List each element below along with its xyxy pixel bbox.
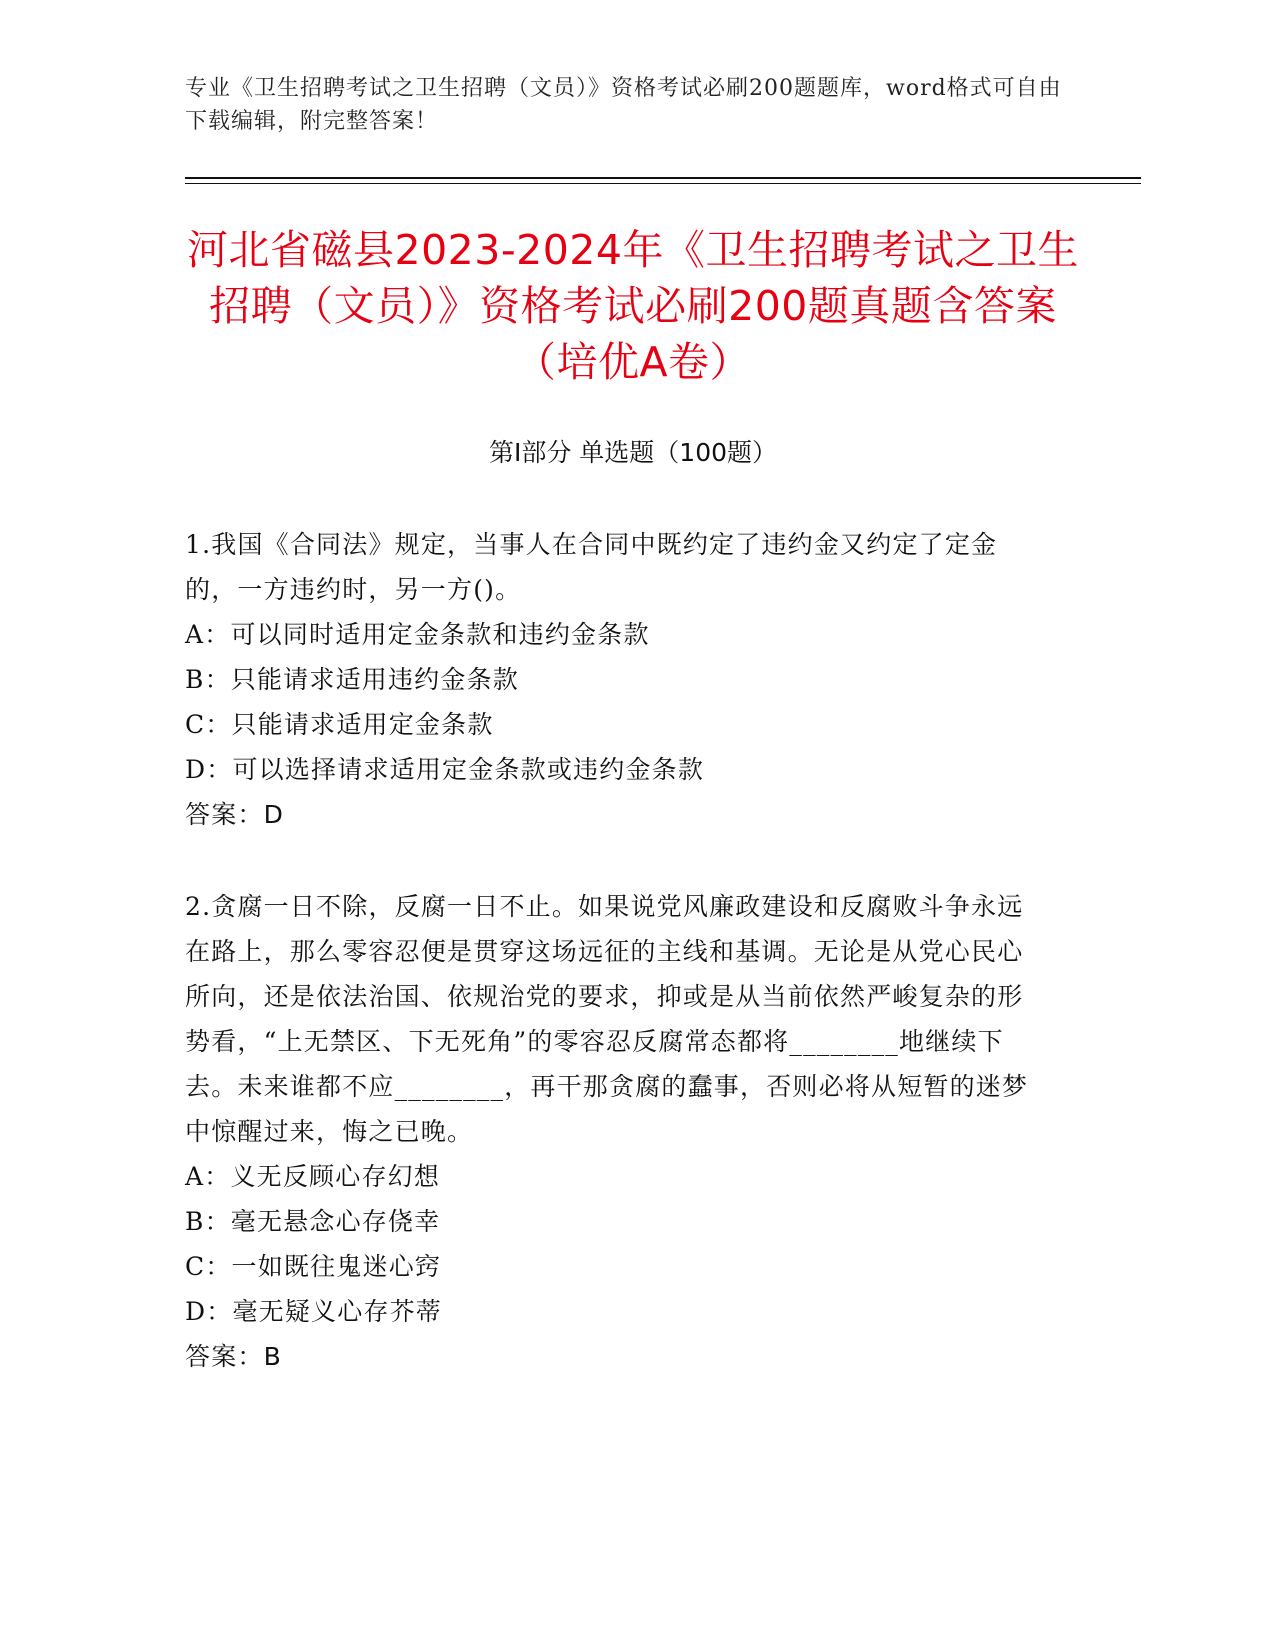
header-rule — [185, 177, 1141, 179]
question-stem: 1.我国《合同法》规定，当事人在合同中既约定了违约金又约定了定金的，一方违约时，另一方()。 — [185, 530, 998, 604]
option-d: D：毫无疑义心存芥蒂 — [185, 1297, 443, 1326]
answer: 答案：D — [185, 800, 285, 829]
header-rule-secondary — [185, 183, 1141, 184]
option-a: A：可以同时适用定金条款和违约金条款 — [185, 620, 650, 649]
option-d: D：可以选择请求适用定金条款或违约金条款 — [185, 755, 705, 784]
section-title: 第I部分 单选题（100题） — [488, 438, 778, 467]
option-c: C：只能请求适用定金条款 — [185, 710, 494, 739]
option-b: B：只能请求适用违约金条款 — [185, 665, 519, 694]
question-1 — [185, 522, 1045, 837]
question-stem: 2.贪腐一日不除，反腐一日不止。如果说党风廉政建设和反腐败斗争永远在路上，那么零容忍便是贯穿这场远征的主线和基调。无论是从党心民心所向，还是依法治国、依规治党的要求，抑或是从当前依然严峻复杂的形势看，“上无禁区、下无死角”的零容忍反腐常态都将________地继续下去。未来谁都不应________，再干那贪腐的蠢事，否则必将从短暂的迷梦中惊醒过来，悔之已晚。 — [185, 892, 1029, 1146]
option-c: C：一如既往鬼迷心窍 — [185, 1252, 442, 1281]
page-header: 专业《卫生招聘考试之卫生招聘（文员）》资格考试必刷200题题库，word格式可自由下载编辑，附完整答案！ — [185, 76, 1062, 134]
option-b: B：毫无悬念心存侥幸 — [185, 1207, 441, 1236]
option-a: A：义无反顾心存幻想 — [185, 1162, 441, 1191]
answer: 答案：B — [185, 1342, 282, 1371]
document-title: 河北省磁县2023-2024年《卫生招聘考试之卫生招聘（文员）》资格考试必刷200题真题含答案（培优A卷） — [187, 226, 1079, 386]
question-2 — [185, 884, 1045, 1379]
